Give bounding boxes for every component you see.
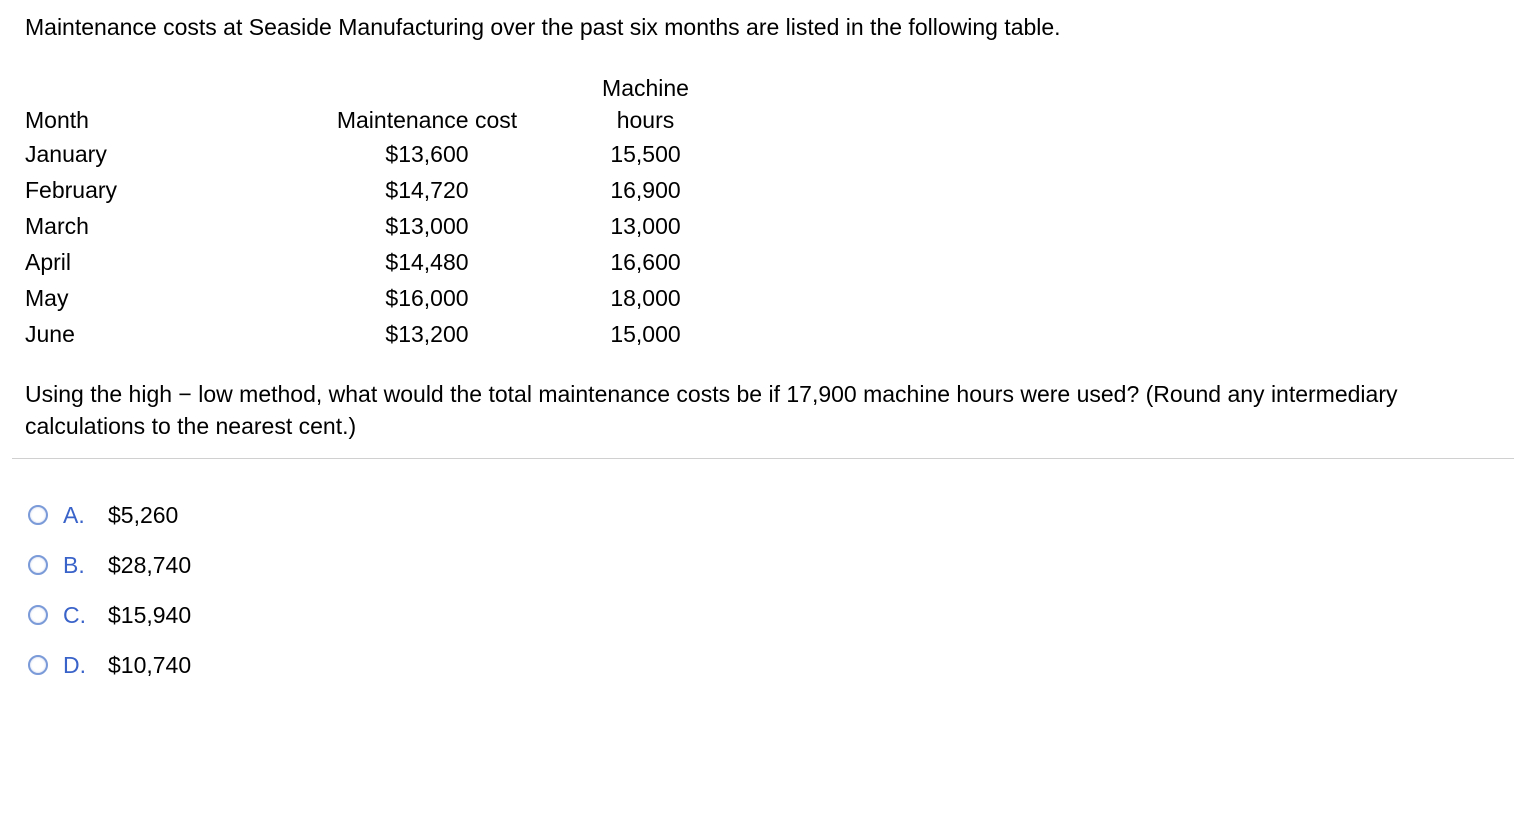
table-row <box>25 172 737 208</box>
option-value: $5,260 <box>108 501 179 528</box>
cell-cost: $14,720 <box>385 177 469 203</box>
option-letter: D. <box>63 651 86 678</box>
cell-cost: $13,600 <box>385 141 469 167</box>
header-machine-hours <box>554 72 737 136</box>
option-value: $28,740 <box>108 551 192 578</box>
cell-month: April <box>25 249 72 275</box>
cell-hours: 15,000 <box>610 321 681 347</box>
radio-button-d[interactable] <box>28 655 48 675</box>
cell-cost: $14,480 <box>385 249 469 275</box>
cell-hours: 18,000 <box>610 285 681 311</box>
cell-hours: 16,900 <box>610 177 681 203</box>
cell-month: June <box>25 321 75 347</box>
cell-month: February <box>25 177 118 203</box>
header-month: Month <box>25 107 89 133</box>
header-machine-hours-line1: Machine <box>602 75 689 101</box>
table-row <box>25 136 737 172</box>
header-maintenance-cost: Maintenance cost <box>336 107 518 133</box>
option-letter: B. <box>63 551 85 578</box>
option-value: $15,940 <box>108 601 192 628</box>
table-header-row <box>25 72 737 136</box>
question-text: Using the high − low method, what would the total maintenance costs be if 17,900 machine hours were used? (Round any intermediary calculations to the nearest cent.) <box>25 381 1398 439</box>
option-a[interactable] <box>28 490 191 540</box>
answer-options <box>28 490 191 690</box>
table-row <box>25 316 737 352</box>
intro-text: Maintenance costs at Seaside Manufacturing over the past six months are listed in the following table. <box>25 14 1061 40</box>
cell-month: March <box>25 213 89 239</box>
cell-month: January <box>25 141 107 167</box>
table-row <box>25 280 737 316</box>
cell-month: May <box>25 285 69 311</box>
cell-hours: 15,500 <box>610 141 681 167</box>
cell-cost: $13,200 <box>385 321 469 347</box>
option-d[interactable] <box>28 640 191 690</box>
radio-button-c[interactable] <box>28 605 48 625</box>
radio-button-a[interactable] <box>28 505 48 525</box>
option-letter: C. <box>63 601 86 628</box>
option-b[interactable] <box>28 540 191 590</box>
option-value: $10,740 <box>108 651 192 678</box>
radio-button-b[interactable] <box>28 555 48 575</box>
divider <box>12 458 1514 459</box>
cell-hours: 13,000 <box>610 213 681 239</box>
cell-cost: $13,000 <box>385 213 469 239</box>
table-row <box>25 244 737 280</box>
cell-cost: $16,000 <box>385 285 469 311</box>
option-c[interactable] <box>28 590 191 640</box>
table-row <box>25 208 737 244</box>
cell-hours: 16,600 <box>610 249 681 275</box>
header-machine-hours-line2: hours <box>616 107 675 133</box>
option-letter: A. <box>63 501 85 528</box>
maintenance-table <box>25 72 737 352</box>
